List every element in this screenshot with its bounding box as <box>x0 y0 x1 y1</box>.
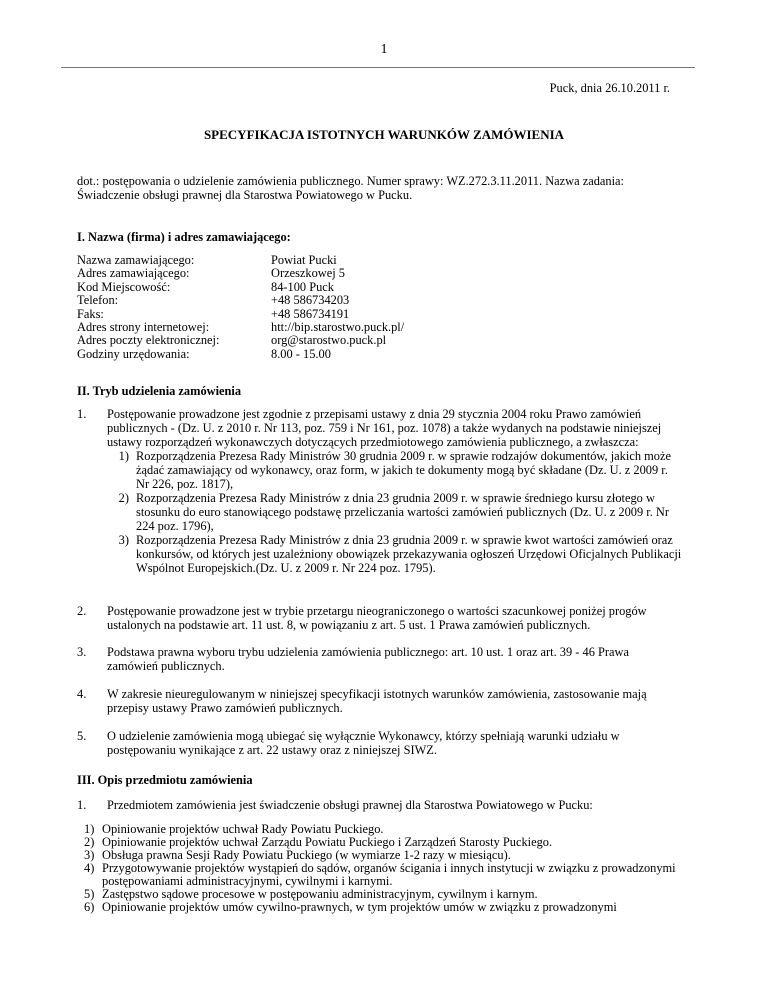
item-text: W zakresie nieuregulowanym w niniejszej specyfikacji istotnych warunków zamówienia, zastosowanie mają przepisy ustawy Prawo zamówień publicznych. <box>107 687 647 715</box>
sub-text: Obsługa prawna Sesji Rady Powiatu Puckiego (w wymiarze 1-2 razy w miesiącu). <box>102 848 511 862</box>
contact-value: +48 586734191 <box>271 306 350 321</box>
contact-value: 84-100 Puck <box>271 279 334 294</box>
item-text: Postępowanie prowadzone jest zgodnie z przepisami ustawy z dnia 29 stycznia 2004 roku Prawo zamówień publicznych - (Dz. U. z 2010 r. Nr 113, poz. 759 i Nr 161, poz. 1078) a także wydanych na podstawie niniejszej ustawy rozporządzeń wykonawczych dotyczących przedmiotowego zamówienia publicznego, a zwłaszcza: <box>107 407 662 449</box>
contact-row <box>77 254 404 267</box>
contact-value: Powiat Pucki <box>271 253 337 267</box>
contact-value: org@starostwo.puck.pl <box>271 333 387 348</box>
contact-value: Orzeszkowej 5 <box>271 266 345 281</box>
sub-text: Opiniowanie projektów uchwał Zarządu Powiatu Puckiego i Zarządzeń Starosty Puckiego. <box>102 835 553 849</box>
contact-key: Kod Miejscowość: <box>77 279 171 294</box>
header-rule <box>61 67 695 68</box>
sub-text: Rozporządzenia Prezesa Rady Ministrów 30 grudnia 2009 r. w sprawie rodzajów dokumentów, jakich może żądać zamawiający od wykonawcy, oraz form, w jakich te dokumenty mogą być składane (Dz. U. z 2009 r. Nr 226, poz. 1817), <box>136 449 671 491</box>
contact-key: Godziny urzędowania: <box>77 346 190 361</box>
sub-number: 3) <box>84 848 95 862</box>
document-date: Puck, dnia 26.10.2011 r. <box>549 81 670 95</box>
contact-key: Faks: <box>77 306 104 321</box>
contact-value: htt://bip.starostwo.puck.pl/ <box>271 320 405 335</box>
sub-number: 1) <box>118 449 129 463</box>
item-number: 4. <box>77 687 87 701</box>
section-2-heading: II. Tryb udzielenia zamówienia <box>77 384 242 398</box>
list-item <box>77 645 682 673</box>
page-number: 1 <box>380 42 388 57</box>
contact-value: +48 586734203 <box>271 293 350 308</box>
sub-item <box>107 491 682 533</box>
contact-key: Nazwa zamawiającego: <box>77 253 195 267</box>
contact-key: Telefon: <box>77 293 119 308</box>
item-number: 1. <box>77 407 87 421</box>
list-item <box>77 604 682 632</box>
item-number: 3. <box>77 645 87 659</box>
document-title: SPECYFIKACJA ISTOTNYCH WARUNKÓW ZAMÓWIENIA <box>203 127 565 142</box>
sub-text: Rozporządzenia Prezesa Rady Ministrów z dnia 23 grudnia 2009 r. w sprawie kwot wartości zamówień oraz konkursów, od których jest uzależniony obowiązek przekazywania ogłoszeń Urzędowi Oficjalnych Publikacji Wspólnot Europejskich.(Dz. U. z 2009 r. Nr 224 poz. 1795). <box>136 533 682 575</box>
list-item <box>77 729 682 757</box>
service-list <box>84 823 684 914</box>
sub-text: Opiniowanie projektów umów cywilno-prawnych, w tym projektów umów w związku z prowadzonymi <box>102 900 617 914</box>
contact-key: Adres poczty elektronicznej: <box>77 333 220 348</box>
contact-row <box>77 321 404 334</box>
contact-value: 8.00 - 15.00 <box>271 346 331 361</box>
section-3-heading: III. Opis przedmiotu zamówienia <box>77 773 253 787</box>
sub-text: Przygotowywanie projektów wystąpień do sądów, organów ścigania i innych instytucji w związku z prowadzonymi postępowaniami administracyjnymi, cywilnymi i karnymi. <box>102 861 676 888</box>
list-item <box>77 687 682 715</box>
sub-number: 2) <box>118 491 129 505</box>
contact-row <box>77 308 404 321</box>
sub-number: 3) <box>118 533 129 547</box>
item-number: 2. <box>77 604 87 618</box>
item-number: 1. <box>77 798 87 812</box>
contact-table <box>77 254 404 361</box>
item-text: Podstawa prawna wyboru trybu udzielenia zamówienia publicznego: art. 10 ust. 1 oraz art. 39 - 46 Prawa zamówień publicznych. <box>107 645 629 673</box>
sub-text: Opiniowanie projektów uchwał Rady Powiatu Puckiego. <box>102 822 384 836</box>
contact-key: Adres zamawiającego: <box>77 266 190 281</box>
sub-item <box>107 449 682 491</box>
contact-row <box>77 294 404 307</box>
item-number: 5. <box>77 729 87 743</box>
sub-number: 1) <box>84 822 95 836</box>
sub-number: 4) <box>84 861 95 875</box>
list-item <box>84 862 684 888</box>
item-text: Postępowanie prowadzone jest w trybie przetargu nieograniczonego o wartości szacunkowej poniżej progów ustalonych na podstawie art. 11 ust. 8, w powiązaniu z art. 5 ust. 1 Prawa zamówień publicznych. <box>107 604 647 632</box>
sub-text: Rozporządzenia Prezesa Rady Ministrów z dnia 23 grudnia 2009 r. w sprawie średniego kursu złotego w stosunku do euro stanowiącego podstawę przeliczania wartości zamówień publicznych (Dz. U. z 2009 r. Nr 224 poz. 1796), <box>136 491 669 533</box>
sub-number: 6) <box>84 900 95 914</box>
item-text: Przedmiotem zamówienia jest świadczenie obsługi prawnej dla Starostwa Powiatowego w Pucku: <box>107 798 593 812</box>
contact-row <box>77 334 404 347</box>
section-1-heading: I. Nazwa (firma) i adres zamawiającego: <box>77 230 291 244</box>
contact-row <box>77 281 404 294</box>
sub-text: Zastępstwo sądowe procesowe w postępowaniu administracyjnym, cywilnym i karnym. <box>102 887 538 901</box>
contact-row <box>77 348 404 361</box>
sub-number: 2) <box>84 835 95 849</box>
intro-paragraph: dot.: postępowania o udzielenie zamówienia publicznego. Numer sprawy: WZ.272.3.11.2011. Nazwa zadania: Świadczenie obsługi prawnej dla Starostwa Powiatowego w Pucku. <box>77 174 624 202</box>
item-text: O udzielenie zamówienia mogą ubiegać się wyłącznie Wykonawcy, którzy spełniają warunki udziału w postępowaniu wynikające z art. 22 ustawy oraz z niniejszej SIWZ. <box>107 729 620 757</box>
contact-key: Adres strony internetowej: <box>77 320 210 335</box>
list-item <box>77 798 682 812</box>
list-item <box>77 407 682 575</box>
sub-number: 5) <box>84 887 95 901</box>
sub-item <box>107 533 682 575</box>
contact-row <box>77 267 404 280</box>
list-item <box>84 901 684 914</box>
